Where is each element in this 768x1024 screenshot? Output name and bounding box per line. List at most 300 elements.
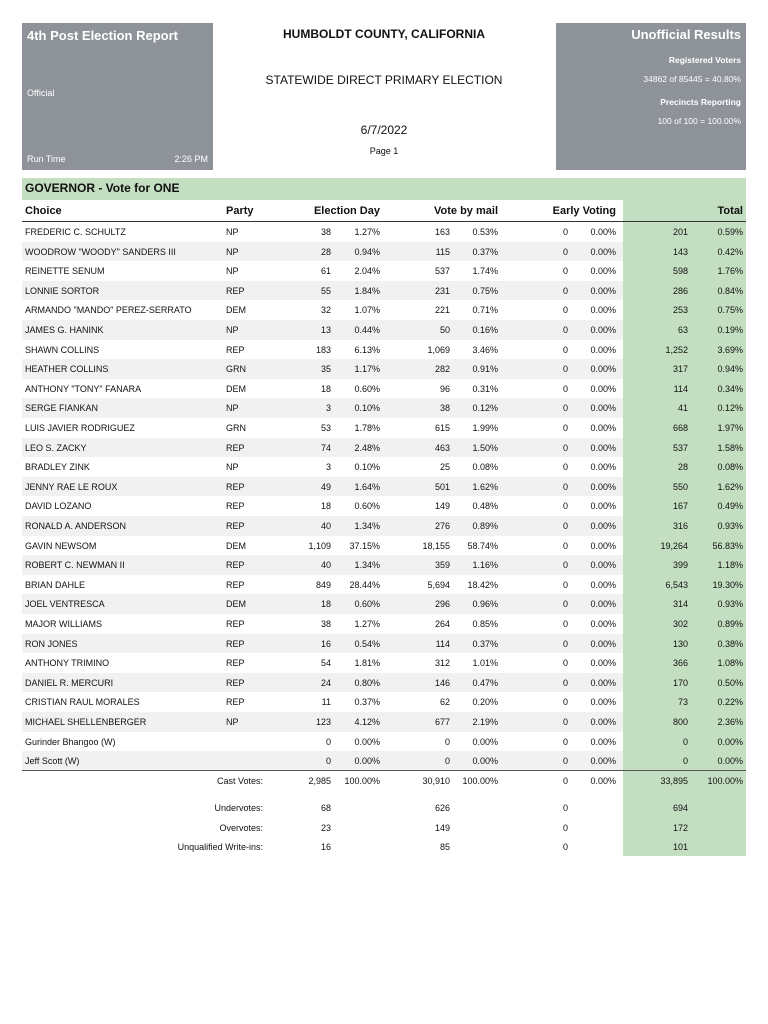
cell-totp: 0.84% (717, 285, 743, 296)
summary-cell-tot: 694 (672, 803, 688, 813)
cell-party: NP (226, 403, 239, 414)
cell-edp: 1.81% (354, 658, 380, 669)
summary-cell-vm: 149 (434, 822, 450, 833)
cell-vmp: 1.01% (472, 658, 498, 669)
cell-ev: 0 (562, 227, 568, 237)
cell-ev: 0 (562, 521, 568, 531)
cell-tot: 314 (672, 599, 688, 610)
cell-ed: 1,109 (308, 540, 331, 551)
cell-edp: 0.44% (354, 325, 380, 335)
cell-party: REP (226, 560, 245, 571)
cell-choice: SHAWN COLLINS (25, 344, 100, 355)
cell-totp: 1.76% (717, 266, 743, 277)
cell-edp: 1.27% (354, 619, 380, 629)
cell-vm: 677 (434, 717, 450, 727)
cell-party: NP (226, 462, 239, 473)
cell-evp: 0.00% (590, 403, 616, 414)
cell-totp: 0.00% (717, 736, 743, 747)
cell-edp: 0.10% (354, 462, 380, 473)
cell-choice: RONALD A. ANDERSON (25, 521, 127, 531)
report-title: 4th Post Election Report (27, 28, 178, 43)
cell-vm: 296 (434, 599, 450, 610)
cell-tot: 253 (672, 305, 688, 316)
cell-edp: 37.15% (349, 540, 380, 551)
cell-edp: 1.07% (354, 305, 380, 316)
cell-tot: 130 (672, 638, 688, 649)
cell-vm: 463 (434, 442, 450, 453)
cell-tot: 1,252 (665, 344, 688, 355)
cell-evp: 0.00% (590, 619, 616, 629)
cell-evp: 0.00% (590, 638, 616, 649)
cell-vmp: 0.89% (472, 521, 498, 531)
summary-cell-vm: 626 (434, 803, 450, 813)
cell-tot: 0 (682, 756, 688, 767)
cell-vmp: 0.71% (472, 305, 498, 316)
cell-evp: 0.00% (590, 266, 616, 277)
cell-ev: 0 (562, 540, 568, 551)
cell-evp: 0.00% (590, 717, 616, 727)
cell-ed: 61 (320, 266, 331, 277)
cell-edp: 0.80% (354, 677, 380, 688)
cell-choice: REINETTE SENUM (25, 266, 105, 277)
cell-tot: 286 (672, 285, 688, 296)
cell-ed: 35 (320, 364, 331, 375)
cell-choice: LUIS JAVIER RODRIGUEZ (25, 423, 135, 433)
cell-evp: 0.00% (590, 697, 616, 708)
summary-cell-tot: 172 (672, 822, 688, 833)
cell-vm: 359 (434, 560, 450, 571)
cell-edp: 2.04% (354, 266, 380, 277)
table-row (22, 438, 746, 458)
cell-vm: 501 (434, 481, 450, 492)
report-info-panel (22, 23, 213, 170)
cell-tot: 143 (672, 246, 688, 257)
cell-edp: 1.64% (354, 481, 380, 492)
cell-choice: BRADLEY ZINK (25, 462, 90, 473)
cell-choice: MAJOR WILLIAMS (25, 619, 103, 629)
cell-ed: 24 (320, 677, 331, 688)
cell-vm: 221 (434, 305, 450, 316)
cell-ev: 0 (562, 364, 568, 375)
cell-tot: 668 (672, 423, 688, 433)
cell-tot: 550 (672, 481, 688, 492)
cell-vmp: 0.53% (472, 227, 498, 237)
cell-vmp: 58.74% (467, 540, 498, 551)
cell-vmp: 0.85% (472, 619, 498, 629)
cell-ed: 16 (320, 638, 331, 649)
cell-totp: 0.34% (717, 383, 743, 394)
summary-label: Cast Votes: (216, 776, 263, 786)
county-name: HUMBOLDT COUNTY, CALIFORNIA (283, 27, 485, 41)
cell-choice: MICHAEL SHELLENBERGER (25, 717, 147, 727)
cell-vmp: 0.20% (472, 697, 498, 708)
cell-vmp: 1.16% (472, 560, 498, 571)
cell-tot: 537 (672, 442, 688, 453)
cell-evp: 0.00% (590, 560, 616, 571)
cell-ed: 18 (320, 383, 331, 394)
cell-vmp: 0.16% (472, 325, 498, 335)
cell-edp: 0.60% (354, 599, 380, 610)
cell-vm: 18,155 (422, 540, 450, 551)
cell-choice: ROBERT C. NEWMAN II (25, 560, 125, 571)
registered-voters-label: Registered Voters (668, 55, 741, 65)
table-row (22, 340, 746, 360)
cell-vm: 282 (434, 364, 450, 375)
cell-ed: 3 (325, 462, 331, 473)
summary-cell-ed: 2,985 (308, 776, 331, 786)
cell-ev: 0 (562, 305, 568, 316)
summary-cell-tot: 101 (672, 842, 688, 853)
cell-ev: 0 (562, 658, 568, 669)
cell-ev: 0 (562, 697, 568, 708)
summary-cell-ev: 0 (562, 803, 568, 813)
run-time-value: 2:26 PM (174, 154, 208, 164)
cell-vmp: 0.12% (472, 403, 498, 414)
cell-party: REP (226, 481, 245, 492)
cell-vm: 615 (434, 423, 450, 433)
cell-party: REP (226, 521, 245, 531)
table-row (22, 261, 746, 281)
cell-evp: 0.00% (590, 383, 616, 394)
cell-vm: 149 (434, 501, 450, 512)
cell-vm: 38 (439, 403, 450, 414)
cell-party: REP (226, 619, 245, 629)
cell-vmp: 0.96% (472, 599, 498, 610)
cell-evp: 0.00% (590, 736, 616, 747)
cell-evp: 0.00% (590, 285, 616, 296)
cell-totp: 19.30% (712, 579, 743, 590)
cell-ed: 28 (320, 246, 331, 257)
cell-ev: 0 (562, 403, 568, 414)
cell-evp: 0.00% (590, 521, 616, 531)
cell-totp: 0.00% (717, 756, 743, 767)
summary-cell-ev: 0 (562, 822, 568, 833)
cell-vm: 163 (434, 227, 450, 237)
cell-evp: 0.00% (590, 677, 616, 688)
cell-edp: 1.34% (354, 560, 380, 571)
cell-evp: 0.00% (590, 325, 616, 335)
cell-choice: GAVIN NEWSOM (25, 540, 97, 551)
cell-choice: Gurinder Bhangoo (W) (25, 736, 116, 747)
cell-choice: ANTHONY TRIMINO (25, 658, 110, 669)
cell-ev: 0 (562, 285, 568, 296)
cell-totp: 56.83% (712, 540, 743, 551)
cell-evp: 0.00% (590, 540, 616, 551)
table-row (22, 712, 746, 732)
summary-cell-ed: 68 (320, 803, 331, 813)
cell-vm: 62 (439, 697, 450, 708)
cell-totp: 0.93% (717, 599, 743, 610)
cell-party: REP (226, 658, 245, 669)
summary-cell-ed: 16 (320, 842, 331, 853)
cell-vm: 312 (434, 658, 450, 669)
cell-tot: 0 (682, 736, 688, 747)
cell-totp: 1.97% (717, 423, 743, 433)
cell-totp: 1.18% (717, 560, 743, 571)
cell-choice: JOEL VENTRESCA (25, 599, 105, 610)
registered-voters-value: 34862 of 85445 = 40.80% (643, 74, 741, 84)
column-header-choice: Choice (25, 205, 62, 217)
summary-cell-evp: 0.00% (590, 776, 616, 786)
precincts-reporting-label: Precincts Reporting (660, 97, 741, 107)
cell-totp: 0.59% (717, 227, 743, 237)
cell-ed: 849 (315, 579, 331, 590)
table-row (22, 281, 746, 301)
table-row (22, 575, 746, 595)
summary-cell-vm: 85 (439, 842, 450, 853)
cell-choice: JAMES G. HANINK (25, 325, 104, 335)
cell-vmp: 0.08% (472, 462, 498, 473)
cell-vm: 264 (434, 619, 450, 629)
cell-edp: 1.78% (354, 423, 380, 433)
cell-vmp: 0.37% (472, 638, 498, 649)
cell-choice: LONNIE SORTOR (25, 285, 100, 296)
cell-ev: 0 (562, 325, 568, 335)
summary-cell-totp: 100.00% (707, 776, 743, 786)
cell-ev: 0 (562, 638, 568, 649)
cell-tot: 399 (672, 560, 688, 571)
summary-cell-vmp: 100.00% (462, 776, 498, 786)
summary-cell-vm: 30,910 (422, 776, 450, 786)
cell-vmp: 1.50% (472, 442, 498, 453)
cell-vmp: 0.00% (472, 756, 498, 767)
cell-totp: 0.38% (717, 638, 743, 649)
cell-party: REP (226, 285, 245, 296)
cell-choice: SERGE FIANKAN (25, 403, 99, 414)
cell-party: DEM (226, 599, 246, 610)
cell-edp: 2.48% (354, 442, 380, 453)
cell-ed: 53 (320, 423, 331, 433)
summary-cell-edp: 100.00% (344, 776, 380, 786)
table-row (22, 614, 746, 634)
summary-row (22, 818, 746, 838)
cell-choice: LEO S. ZACKY (25, 442, 87, 453)
cell-edp: 0.54% (354, 638, 380, 649)
cell-evp: 0.00% (590, 442, 616, 453)
cell-ev: 0 (562, 756, 568, 767)
cell-edp: 6.13% (354, 344, 380, 355)
cell-vm: 0 (444, 756, 450, 767)
cell-ev: 0 (562, 579, 568, 590)
summary-cell-ed: 23 (320, 822, 331, 833)
cell-ev: 0 (562, 736, 568, 747)
cell-evp: 0.00% (590, 462, 616, 473)
cell-totp: 0.93% (717, 521, 743, 531)
cell-ev: 0 (562, 619, 568, 629)
report-status: Official (27, 88, 55, 98)
cell-totp: 3.69% (717, 344, 743, 355)
cell-ev: 0 (562, 383, 568, 394)
results-status-title: Unofficial Results (631, 27, 741, 42)
summary-cell-ev: 0 (562, 776, 568, 786)
cell-ed: 38 (320, 619, 331, 629)
cell-tot: 302 (672, 619, 688, 629)
election-name: STATEWIDE DIRECT PRIMARY ELECTION (265, 73, 503, 87)
cell-party: REP (226, 697, 245, 708)
cell-evp: 0.00% (590, 423, 616, 433)
cell-tot: 114 (673, 383, 688, 394)
cell-ev: 0 (562, 246, 568, 257)
cell-ed: 40 (320, 560, 331, 571)
cell-ev: 0 (562, 677, 568, 688)
cell-evp: 0.00% (590, 364, 616, 375)
cell-vmp: 18.42% (467, 579, 498, 590)
cell-edp: 0.60% (354, 383, 380, 394)
cell-ed: 0 (325, 756, 331, 767)
summary-cell-tot: 33,895 (660, 776, 688, 786)
cell-totp: 0.94% (717, 364, 743, 375)
cell-tot: 201 (672, 227, 688, 237)
table-row (22, 457, 746, 477)
cell-choice: WOODROW "WOODY" SANDERS III (25, 246, 176, 257)
cell-choice: HEATHER COLLINS (25, 364, 109, 375)
cell-vmp: 0.00% (472, 736, 498, 747)
cell-evp: 0.00% (590, 344, 616, 355)
cell-vm: 5,694 (427, 579, 450, 590)
summary-row (22, 771, 746, 791)
cell-totp: 1.08% (717, 658, 743, 669)
cell-party: NP (226, 266, 239, 277)
cell-edp: 1.34% (354, 521, 380, 531)
cell-totp: 0.22% (717, 697, 743, 708)
cell-party: REP (226, 638, 245, 649)
cell-edp: 0.37% (354, 697, 380, 708)
summary-label: Undervotes: (214, 803, 263, 813)
cell-ed: 18 (320, 599, 331, 610)
cell-party: NP (226, 325, 239, 335)
cell-totp: 1.62% (717, 481, 743, 492)
table-row (22, 222, 746, 242)
cell-totp: 2.36% (717, 717, 743, 727)
run-time-label: Run Time (27, 154, 66, 164)
cell-party: REP (226, 677, 245, 688)
page-number: Page 1 (369, 146, 399, 156)
cell-party: DEM (226, 305, 246, 316)
summary-label: Overvotes: (219, 822, 263, 833)
cell-ev: 0 (562, 423, 568, 433)
table-row (22, 359, 746, 379)
cell-ev: 0 (562, 717, 568, 727)
table-row (22, 300, 746, 320)
cell-tot: 170 (672, 677, 688, 688)
cell-vmp: 0.48% (472, 501, 498, 512)
cell-party: GRN (226, 423, 246, 433)
cell-party: NP (226, 717, 239, 727)
cell-totp: 0.19% (717, 325, 743, 335)
cell-ed: 0 (325, 736, 331, 747)
cell-tot: 316 (672, 521, 688, 531)
table-row (22, 594, 746, 614)
cell-vmp: 2.19% (472, 717, 498, 727)
cell-tot: 167 (672, 501, 688, 512)
cell-party: REP (226, 579, 245, 590)
column-header-vote-by-mail: Vote by mail (434, 205, 498, 217)
cell-party: REP (226, 442, 245, 453)
cell-vmp: 0.47% (472, 677, 498, 688)
table-row (22, 751, 746, 771)
cell-vm: 537 (434, 266, 450, 277)
cell-evp: 0.00% (590, 658, 616, 669)
cell-vmp: 0.75% (472, 285, 498, 296)
cell-choice: CRISTIAN RAUL MORALES (25, 697, 140, 708)
table-row (22, 555, 746, 575)
cell-ed: 38 (320, 227, 331, 237)
precincts-reporting-value: 100 of 100 = 100.00% (657, 116, 741, 126)
table-row (22, 673, 746, 693)
cell-edp: 0.94% (354, 246, 380, 257)
table-row (22, 398, 746, 418)
contest-header (22, 178, 746, 200)
cell-tot: 28 (677, 462, 688, 473)
cell-ed: 40 (320, 521, 331, 531)
cell-evp: 0.00% (590, 246, 616, 257)
column-header-early-voting: Early Voting (552, 205, 616, 217)
cell-totp: 0.08% (717, 462, 743, 473)
table-row (22, 379, 746, 399)
column-header-party: Party (226, 205, 254, 217)
cell-ed: 74 (320, 442, 331, 453)
cell-ed: 13 (320, 325, 331, 335)
table-row (22, 242, 746, 262)
table-row (22, 536, 746, 556)
cell-ed: 18 (320, 501, 331, 512)
cell-ev: 0 (562, 481, 568, 492)
cell-vm: 146 (434, 677, 450, 688)
summary-cell-ev: 0 (562, 842, 568, 853)
column-header-total: Total (717, 205, 743, 217)
cell-choice: ARMANDO "MANDO" PEREZ-SERRATO (25, 305, 192, 316)
cell-ed: 183 (315, 344, 331, 355)
cell-vm: 276 (434, 521, 450, 531)
cell-evp: 0.00% (590, 481, 616, 492)
table-row (22, 496, 746, 516)
cell-ed: 3 (325, 403, 331, 414)
cell-ed: 54 (320, 658, 331, 669)
cell-choice: DANIEL R. MERCURI (25, 677, 114, 688)
cell-tot: 19,264 (660, 540, 688, 551)
cell-vm: 0 (444, 736, 450, 747)
contest-title: GOVERNOR - Vote for ONE (25, 181, 180, 195)
cell-ed: 11 (321, 697, 331, 708)
cell-totp: 0.89% (717, 619, 743, 629)
cell-party: DEM (226, 383, 246, 394)
cell-totp: 0.12% (717, 403, 743, 414)
table-row (22, 516, 746, 536)
cell-vmp: 1.99% (472, 423, 498, 433)
cell-ev: 0 (562, 442, 568, 453)
cell-totp: 1.58% (717, 442, 743, 453)
cell-tot: 800 (672, 717, 688, 727)
cell-vmp: 0.31% (472, 383, 498, 394)
cell-edp: 1.27% (354, 227, 380, 237)
cell-choice: DAVID LOZANO (25, 501, 92, 512)
cell-choice: Jeff Scott (W) (25, 756, 80, 767)
cell-totp: 0.49% (717, 501, 743, 512)
cell-vmp: 3.46% (472, 344, 498, 355)
cell-tot: 63 (677, 325, 688, 335)
column-header-election-day: Election Day (313, 205, 380, 217)
election-date: 6/7/2022 (360, 123, 408, 137)
cell-vm: 231 (434, 285, 450, 296)
cell-party: DEM (226, 540, 246, 551)
cell-evp: 0.00% (590, 756, 616, 767)
cell-vmp: 1.62% (472, 481, 498, 492)
cell-vmp: 1.74% (472, 266, 498, 277)
cell-ev: 0 (562, 599, 568, 610)
cell-choice: FREDERIC C. SCHULTZ (25, 227, 126, 237)
table-row (22, 477, 746, 497)
cell-party: REP (226, 344, 245, 355)
